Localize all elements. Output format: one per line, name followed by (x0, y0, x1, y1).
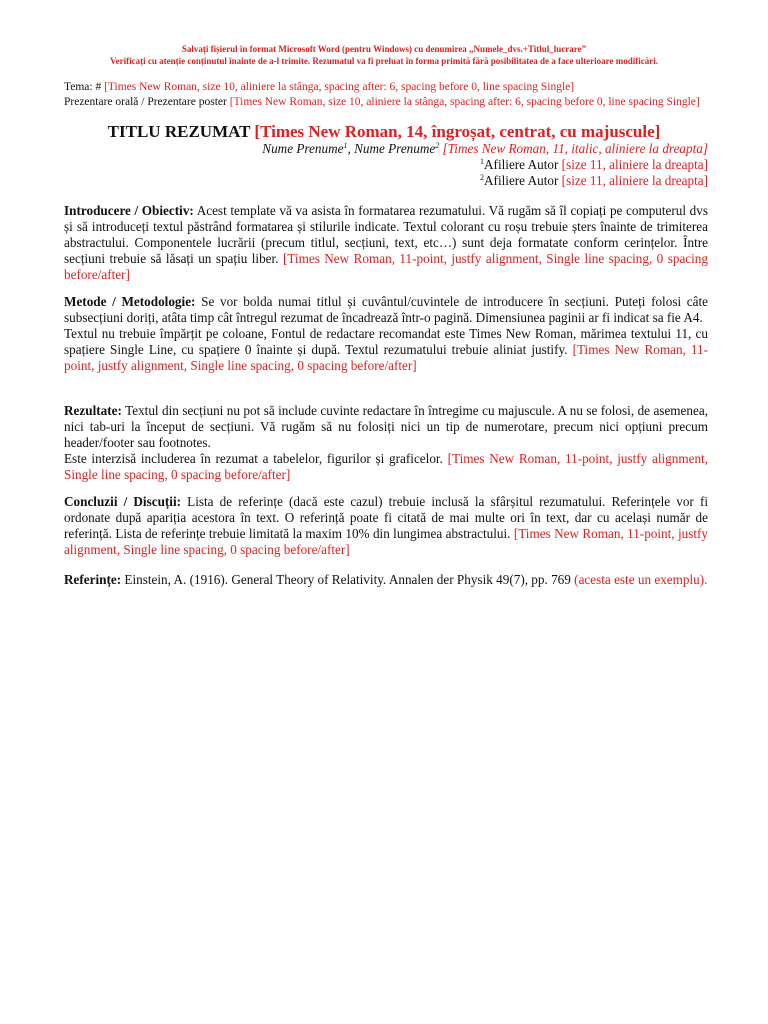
tema-line (64, 80, 714, 95)
title-text: TITLU REZUMAT (107, 122, 251, 141)
references-heading: Referințe: (64, 572, 122, 587)
presentation-line (64, 95, 714, 110)
methods-paragraph-2 (64, 326, 708, 374)
authors-format-note: [Times New Roman, 11, italic, aliniere la dreapta] (442, 141, 708, 156)
methods-paragraph-1 (64, 294, 708, 326)
author-1-sup: 1 (343, 141, 348, 150)
conclusions-heading: Concluzii / Discuții: (64, 494, 182, 509)
affiliation-1-sup: 1 (480, 157, 485, 166)
affiliation-2-text: Afiliere Autor (484, 173, 559, 188)
results-text-2: Este interzisă includerea în rezumat a tabelelor, figurilor și graficelor. (64, 451, 443, 466)
section-methods (64, 294, 708, 374)
notice-line-verify: Verificați cu atenție conținutul înainte de a-l trimite. Rezumatul va fi preluat în forma primită fără posibilitatea de a face ulterioare modificări. (110, 55, 658, 66)
presentation-format-note: [Times New Roman, size 10, aliniere la stânga, spacing after: 6, spacing before 0, line spacing Single] (229, 95, 700, 108)
authors-line (58, 141, 708, 157)
introduction-paragraph (64, 203, 708, 283)
tema-label: Tema: # (64, 81, 102, 93)
affiliation-1 (58, 157, 708, 173)
tema-format-note: [Times New Roman, size 10, aliniere la stânga, spacing after: 6, spacing before 0, line spacing Single] (104, 81, 575, 93)
introduction-heading: Introducere / Obiectiv: (64, 203, 194, 218)
affiliation-1-note: [size 11, aliniere la dreapta] (561, 157, 708, 172)
results-heading: Rezultate: (64, 403, 122, 418)
presentation-label: Prezentare orală / Prezentare poster (64, 95, 227, 108)
introduction-format-note: [Times New Roman, 11-point, justfy alignment, Single line spacing, 0 spacing before/after] (64, 251, 708, 282)
affiliation-1-text: Afiliere Autor (484, 157, 559, 172)
methods-format-note: [Times New Roman, 11-point, justfy alignment, Single line spacing, 0 spacing before/after] (64, 342, 708, 373)
methods-heading: Metode / Metodologie: (64, 294, 196, 309)
conclusions-text: Lista de referințe (dacă este cazul) trebuie inclusă la sfârșitul rezumatului. Referințele vor fi ordonate după apariția acestora în text. O referință poate fi citată de mai multe ori în text, dar cu același număr de referință. Lista de referințe trebuie limitată la maxim 10% din lungimea abstractului. (64, 494, 708, 541)
notice-line-save-format: Salvați fișierul în format Microsoft Word (pentru Windows) cu denumirea „Numele_dvs.+Titlul_lucrare” (181, 44, 587, 54)
methods-text-2: Textul nu trebuie împărțit pe coloane, Fontul de redactare recomandat este Times New Roman, mărimea textului 11, cu spațiere Single Line, cu spațiere 0 înainte și după. Textul rezumatului trebuie aliniat justify. (64, 326, 708, 357)
author-separator: , (347, 141, 355, 156)
section-references (64, 572, 708, 588)
conclusions-paragraph (64, 494, 708, 558)
results-text-1: Textul din secțiuni nu pot să include cuvinte redactare în întregime cu majuscule. A nu se folosi, de asemenea, nici tab-uri la început de secțiuni. Vă rugăm să nu folosiți nici un tip de numerotare, precum nici opțiuni precum header/footer sau footnotes. (64, 403, 709, 450)
conclusions-format-note: [Times New Roman, 11-point, justfy alignment, Single line spacing, 0 spacing before/after] (64, 526, 709, 557)
reference-entry: Einstein, A. (1916). General Theory of Relativity. Annalen der Physik 49(7), pp. 769 (124, 572, 571, 587)
section-introduction (64, 203, 708, 283)
section-results (64, 403, 708, 483)
results-format-note: [Times New Roman, 11-point, justfy alignment, Single line spacing, 0 spacing before/after] (64, 451, 709, 482)
results-paragraph-2 (64, 451, 708, 483)
references-paragraph (64, 572, 708, 588)
title-format-note: [Times New Roman, 14, îngroșat, centrat, cu majuscule] (254, 122, 661, 141)
references-example-note: (acesta este un exemplu). (574, 572, 708, 587)
affiliation-2-note: [size 11, aliniere la dreapta] (561, 173, 708, 188)
results-paragraph-1 (64, 403, 708, 451)
abstract-title (40, 122, 728, 142)
affiliation-2-sup: 2 (480, 173, 485, 182)
save-instructions-notice (40, 44, 728, 67)
affiliation-2 (58, 173, 708, 189)
author-2-sup: 2 (435, 141, 440, 150)
section-conclusions (64, 494, 708, 558)
introduction-text: Acest template vă va asista în formatarea rezumatului. Vă rugăm să îl copiați pe computerul dvs și să introduceți textul păstrând formatarea și stilurile indicate. Textul colorant cu roșu trebuie șters înainte de trimiterea abstractului. Componentele lucrării (precum titlul, secțiuni, text, etc…) sunt deja formatate conform cerințelor. Între secțiuni trebuie să lăsați un spațiu liber. (64, 203, 708, 266)
author-1-name: Nume Prenume (262, 141, 344, 156)
meta-block (64, 80, 714, 109)
author-2-name: Nume Prenume (354, 141, 436, 156)
methods-text-1: Se vor bolda numai titlul și cuvântul/cuvintele de introducere în secțiuni. Puteți folosi câte subsecțiuni doriți, atâta timp cât întregul rezumat de încadrează într-o pagină. Dimensiunea paginii ar fi indicat sa fie A4. (64, 294, 709, 325)
